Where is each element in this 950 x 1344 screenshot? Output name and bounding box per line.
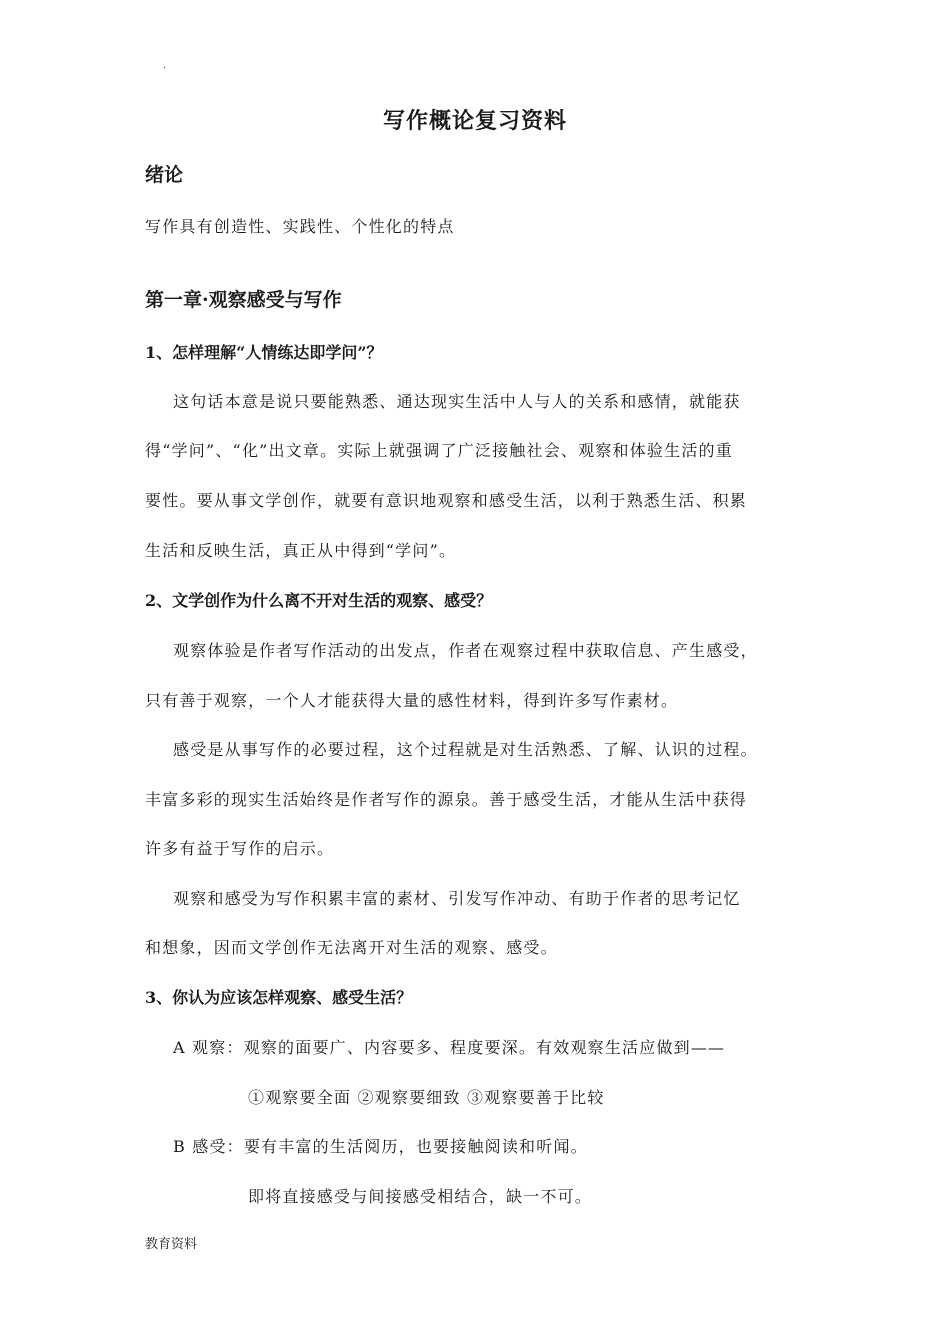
q2-line: 只有善于观察，一个人才能获得大量的感性材料，得到许多写作素材。 [145, 691, 679, 710]
q2-line: 和想象，因而文学创作无法离开对生活的观察、感受。 [145, 938, 558, 957]
q2-line: 观察体验是作者写作活动的出发点，作者在观察过程中获取信息、产生感受， [173, 641, 758, 660]
q2-line: 许多有益于写作的启示。 [145, 839, 335, 858]
page-footer: 教育资料 [145, 1237, 198, 1252]
q1-line: 这句话本意是说只要能熟悉、通达现实生活中人与人的关系和感情，就能获 [173, 392, 741, 411]
q2-line: 丰富多彩的现实生活始终是作者写作的源泉。善于感受生活，才能从生活中获得 [145, 790, 748, 809]
intro-heading: 绪论 [145, 164, 184, 186]
q3-line-observe: A 观察：观察的面要广、内容要多、程度要深。有效观察生活应做到—— [173, 1038, 726, 1057]
chapter-heading: 第一章·观察感受与写作 [145, 289, 342, 311]
page-marker: . [163, 60, 167, 71]
q3-line-observe-points: ①观察要全面 ②观察要细致 ③观察要善于比较 [248, 1088, 605, 1107]
question-1-heading: 1、怎样理解“人情练达即学问”？ [145, 343, 383, 362]
q1-line: 要性。要从事文学创作，就要有意识地观察和感受生活，以利于熟悉生活、积累 [145, 491, 748, 510]
q3-line-feel-combine: 即将直接感受与间接感受相结合，缺一不可。 [248, 1187, 593, 1206]
q3-line-feel: B 感受：要有丰富的生活阅历，也要接触阅读和听闻。 [173, 1137, 588, 1156]
question-2-heading: 2、文学创作为什么离不开对生活的观察、感受？ [145, 591, 493, 610]
question-3-heading: 3、你认为应该怎样观察、感受生活？ [145, 988, 413, 1007]
q2-line: 观察和感受为写作积累丰富的素材、引发写作冲动、有助于作者的思考记忆 [173, 889, 741, 908]
intro-text: 写作具有创造性、实践性、个性化的特点 [145, 217, 455, 236]
q1-line: 得“学问”、“化”出文章。实际上就强调了广泛接触社会、观察和体验生活的重 [145, 441, 733, 460]
q1-line: 生活和反映生活，真正从中得到“学问”。 [145, 541, 457, 560]
q2-line: 感受是从事写作的必要过程，这个过程就是对生活熟悉、了解、认识的过程。 [173, 740, 758, 759]
page-title: 写作概论复习资料 [382, 108, 567, 134]
